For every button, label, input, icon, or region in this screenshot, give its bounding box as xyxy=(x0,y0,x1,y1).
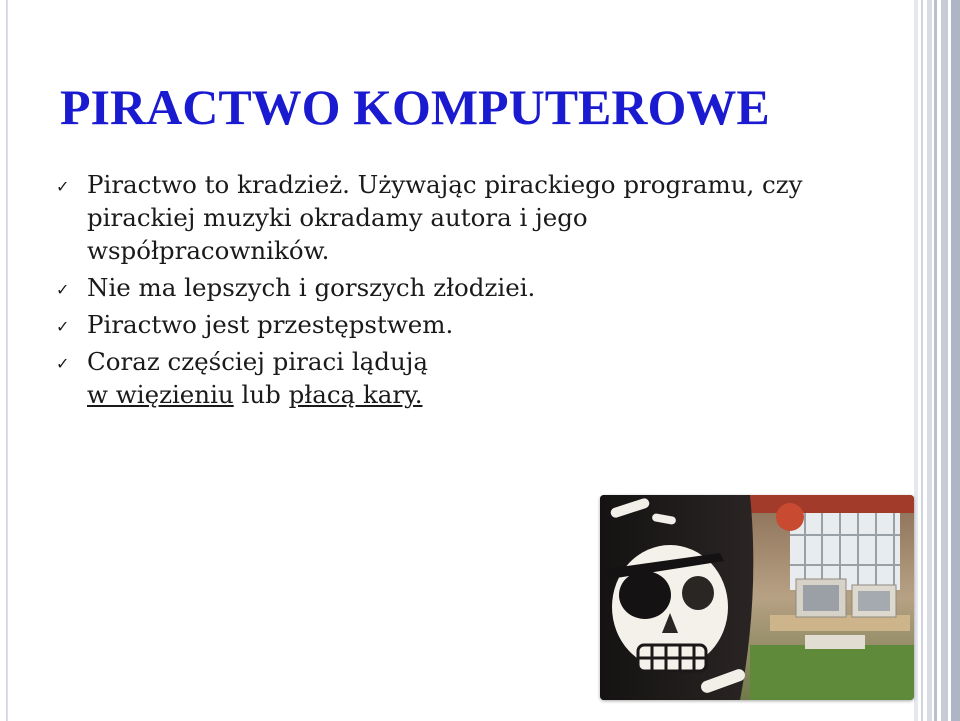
right-decorative-stripes xyxy=(914,0,960,721)
bullet-text: Coraz częściej piraci lądują xyxy=(87,347,428,376)
pirate-flag-photo-icon xyxy=(600,495,914,700)
bullet-text: Nie ma lepszych i gorszych złodziei. xyxy=(87,273,536,302)
slide-title: PIRACTWO KOMPUTEROWE xyxy=(60,79,770,135)
pirate-flag-photo xyxy=(600,495,914,700)
bullet-item xyxy=(56,308,816,341)
link-prison[interactable]: w więzieniu xyxy=(87,380,234,409)
bullet-text-middle: lub xyxy=(241,380,281,409)
bullet-item xyxy=(56,168,816,267)
left-border-line xyxy=(6,0,8,721)
link-fines[interactable]: płacą kary. xyxy=(288,380,423,409)
bullet-text: Piractwo to kradzież. Używając pirackiego programu, czy pirackiej muzyki okradamy autora i jego współpracowników. xyxy=(87,170,803,265)
bullet-list xyxy=(56,168,816,415)
bullet-text: Piractwo jest przestępstwem. xyxy=(87,310,454,339)
checkmark-icon: ✓ xyxy=(56,317,70,336)
checkmark-icon: ✓ xyxy=(56,177,70,196)
bullet-item xyxy=(56,345,816,411)
checkmark-icon: ✓ xyxy=(56,280,70,299)
checkmark-icon: ✓ xyxy=(56,354,70,373)
bullet-item xyxy=(56,271,816,304)
